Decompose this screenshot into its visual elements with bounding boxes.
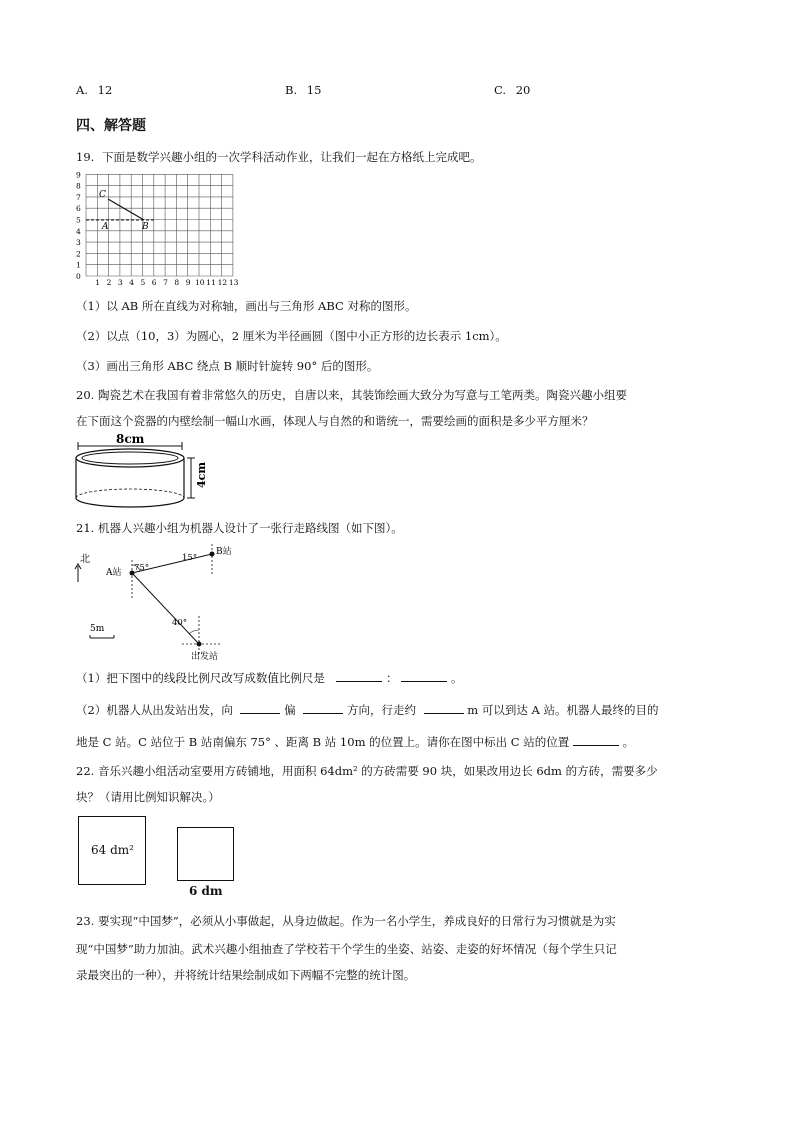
q19-number: 19. xyxy=(76,150,95,164)
grid-y-tick-label: 3 xyxy=(76,238,81,248)
route-start-to-a xyxy=(132,573,199,644)
grid-x-tick-label: 10 xyxy=(195,278,205,287)
segment-cb xyxy=(108,199,144,220)
choice-b xyxy=(285,83,321,97)
grid-x-tick-label: 11 xyxy=(206,278,216,287)
start-station-label: 出发站 xyxy=(191,652,219,662)
q21-item-1-end: 。 xyxy=(450,671,463,685)
section-title: 四、解答题 xyxy=(76,118,146,134)
angle-40-label: 40° xyxy=(172,618,188,628)
q21-item-2-part-d: m 可以到达 A 站。机器人最终的目的 xyxy=(467,703,659,717)
grid-x-tick-label: 3 xyxy=(117,278,123,287)
scale-label: 5m xyxy=(90,624,105,634)
grid-y-tick-label: 2 xyxy=(76,249,81,259)
q21-item-2-end: 。 xyxy=(622,735,635,749)
grid-y-tick-label: 8 xyxy=(76,181,81,191)
q21-item-1-text: （1）把下图中的线段比例尺改写成数值比例尺是 xyxy=(76,671,325,685)
north-label: 北 xyxy=(80,554,90,565)
q21-answer-blank-4[interactable] xyxy=(303,702,343,714)
q21-route-map xyxy=(70,540,250,664)
q19-item-3: （3）画出三角形 ABC 绕点 B 顺时针旋转 90° 后的图形。 xyxy=(76,359,379,373)
grid-x-tick-label: 7 xyxy=(163,278,168,287)
height-label: 4cm xyxy=(195,462,208,488)
q23-line-3: 录最突出的一种），并将统计结果绘制成如下两幅不完整的统计图。 xyxy=(76,968,416,982)
choice-b-letter: B. xyxy=(285,83,298,97)
q21-item-2-line-2-text: 地是 C 站。C 站位于 B 站南偏东 75° 、距离 B 站 10m 的位置上。请你在图中标出 C 站的位置 xyxy=(76,735,570,749)
grid-x-tick-label: 1 xyxy=(95,278,101,287)
angle-15-label: 15° xyxy=(182,553,198,563)
grid-x-tick-label: 4 xyxy=(129,278,134,287)
grid-y-tick-label: 0 xyxy=(76,272,81,281)
station-a-label: A站 xyxy=(106,568,122,578)
grid-y-tick-label: 7 xyxy=(76,192,81,202)
grid-x-tick-label: 12 xyxy=(217,278,228,287)
q21-item-2-line-1 xyxy=(76,702,658,718)
q22-line-2: 块？（请用比例知识解决。） xyxy=(76,790,220,804)
q21-item-1 xyxy=(76,670,462,686)
grid-x-ticks xyxy=(95,278,238,287)
grid-y-tick-label: 1 xyxy=(76,260,81,270)
q19-grid-figure xyxy=(68,170,248,288)
choice-a-value: 12 xyxy=(97,83,113,97)
q20-line-2: 在下面这个瓷器的内壁绘制一幅山水画，体现人与自然的和谐统一，需要绘画的面积是多少平方厘米？ xyxy=(76,414,594,428)
q21-answer-blank-1[interactable] xyxy=(336,670,382,682)
q21-item-2-part-a: （2）机器人从出发站出发，向 xyxy=(76,703,233,717)
q21-item-2-part-c: 方向，行走约 xyxy=(346,703,416,717)
grid-y-tick-label: 4 xyxy=(76,226,81,236)
q19-text xyxy=(76,149,481,165)
grid-y-tick-label: 6 xyxy=(76,204,81,214)
choice-a xyxy=(76,83,112,97)
choice-a-letter: A. xyxy=(76,83,88,97)
grid-x-tick-label: 8 xyxy=(174,278,180,287)
choice-c-value: 20 xyxy=(515,83,531,97)
grid-x-tick-label: 5 xyxy=(140,278,146,287)
q21-answer-blank-6[interactable] xyxy=(573,734,619,746)
q22-line-1: 22. 音乐兴趣小组活动室要用方砖铺地，用面积 64dm² 的方砖需要 90 块，如果改用边长 6dm 的方砖，需要多少 xyxy=(76,764,658,778)
tile-6-label: 6 dm xyxy=(189,884,223,898)
q21-line-1: 21. 机器人兴趣小组为机器人设计了一张行走路线图（如下图）。 xyxy=(76,521,403,535)
point-c-label: C xyxy=(99,190,106,200)
choice-b-value: 15 xyxy=(306,83,322,97)
q19-item-2: （2）以点（10，3）为圆心，2 厘米为半径画圆（图中小正方形的边长表示 1cm）。 xyxy=(76,329,507,343)
q23-line-1: 23. 要实现“中国梦”，必须从小事做起，从身边做起。作为一名小学生，养成良好的日常行为习惯就是为实 xyxy=(76,914,616,928)
point-b-label: B xyxy=(142,222,149,232)
grid-y-ticks xyxy=(76,170,81,281)
diameter-label: 8cm xyxy=(116,432,145,446)
q21-item-2-line-2 xyxy=(76,734,634,750)
station-b-label: B站 xyxy=(216,547,232,557)
grid-x-tick-label: 6 xyxy=(151,278,157,287)
tile-64-label: 64 dm² xyxy=(91,843,134,857)
cylinder-top-inner xyxy=(82,452,178,464)
q21-answer-blank-2[interactable] xyxy=(401,670,447,682)
q23-line-2: 现“中国梦”助力加油。武术兴趣小组抽查了学校若干个学生的坐姿、站姿、走姿的好坏情况（每个学生只记 xyxy=(76,942,617,956)
q21-answer-blank-3[interactable] xyxy=(240,702,280,714)
tile-6-square xyxy=(177,827,234,881)
angle-75-label: 75° xyxy=(134,563,150,573)
choice-c-letter: C. xyxy=(494,83,507,97)
q21-item-2-part-b: 偏 xyxy=(284,703,296,717)
q19-stem: 下面是数学兴趣小组的一次学科活动作业，让我们一起在方格纸上完成吧。 xyxy=(101,150,482,164)
grid-x-tick-label: 2 xyxy=(106,278,112,287)
q21-answer-blank-5[interactable] xyxy=(424,702,464,714)
grid-x-tick-label: 9 xyxy=(185,278,191,287)
q20-line-1: 20. 陶瓷艺术在我国有着非常悠久的历史，自唐以来，其装饰绘画大致分为写意与工笔两类。陶瓷兴趣小组要 xyxy=(76,388,627,402)
q21-item-1-colon: ： xyxy=(386,671,398,685)
choice-c xyxy=(494,83,530,97)
q20-cylinder-figure xyxy=(70,432,210,510)
grid-y-tick-label: 5 xyxy=(76,215,81,225)
q19-item-1: （1）以 AB 所在直线为对称轴，画出与三角形 ABC 对称的图形。 xyxy=(76,299,417,313)
grid-y-tick-label: 9 xyxy=(76,170,81,180)
point-a-label: A xyxy=(102,222,109,232)
grid-x-tick-label: 13 xyxy=(228,278,239,287)
